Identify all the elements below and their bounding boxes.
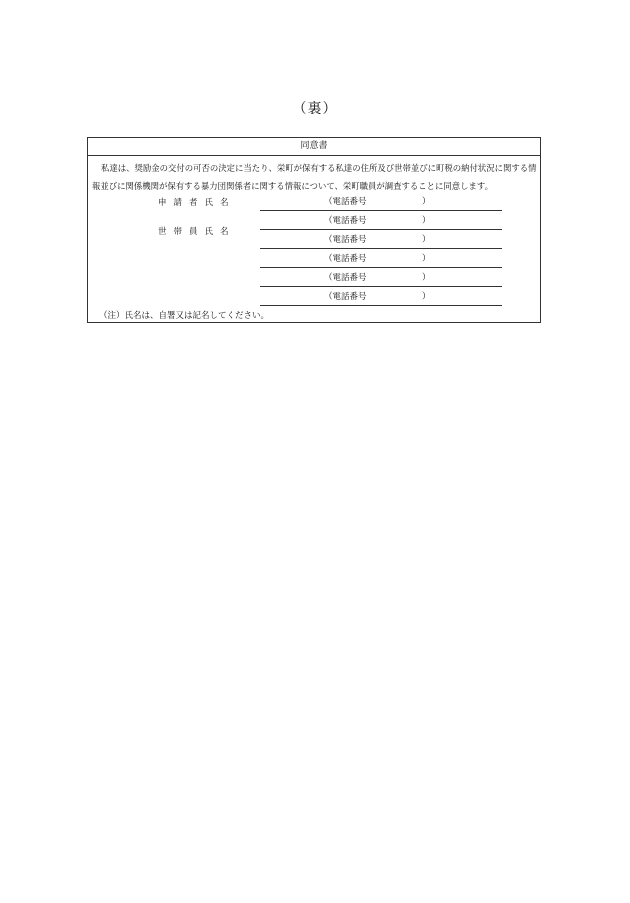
phone-number-label: （電話番号 (324, 254, 367, 264)
phone-number-close: ） (422, 273, 431, 283)
phone-number-label: （電話番号 (324, 292, 367, 302)
consent-text: 私達は、奨励金の交付の可否の決定に当たり、栄町が保有する私達の住所及び世帯並びに町税の納付状況に関する情報並びに関係機関が保有する暴力団関係者に関する情報について、栄町職員が調査することに同意します。 (92, 163, 537, 191)
household-member-signature-line[interactable] (260, 287, 502, 306)
phone-number-label: （電話番号 (324, 235, 367, 245)
phone-number-close: ） (422, 197, 431, 207)
phone-number-label: （電話番号 (324, 216, 367, 226)
phone-number-label: （電話番号 (324, 273, 367, 283)
household-member-signature-line[interactable] (260, 230, 502, 249)
consent-form (87, 137, 541, 323)
applicant-name-label: 申請者氏名 (158, 198, 236, 208)
page-heading: （裏） (292, 101, 338, 117)
household-member-signature-line[interactable] (260, 268, 502, 287)
household-member-signature-line[interactable] (260, 249, 502, 268)
household-member-name-label: 世帯員氏名 (158, 227, 236, 237)
phone-number-close: ） (422, 254, 431, 264)
applicant-signature-line[interactable] (260, 192, 502, 211)
phone-number-close: ） (422, 292, 431, 302)
household-member-signature-line[interactable] (260, 211, 502, 230)
form-title: 同意書 (88, 138, 540, 156)
phone-number-close: ） (422, 216, 431, 226)
phone-number-label: （電話番号 (324, 197, 367, 207)
form-note: （注）氏名は、自署又は記名してください。 (99, 311, 270, 321)
phone-number-close: ） (422, 235, 431, 245)
